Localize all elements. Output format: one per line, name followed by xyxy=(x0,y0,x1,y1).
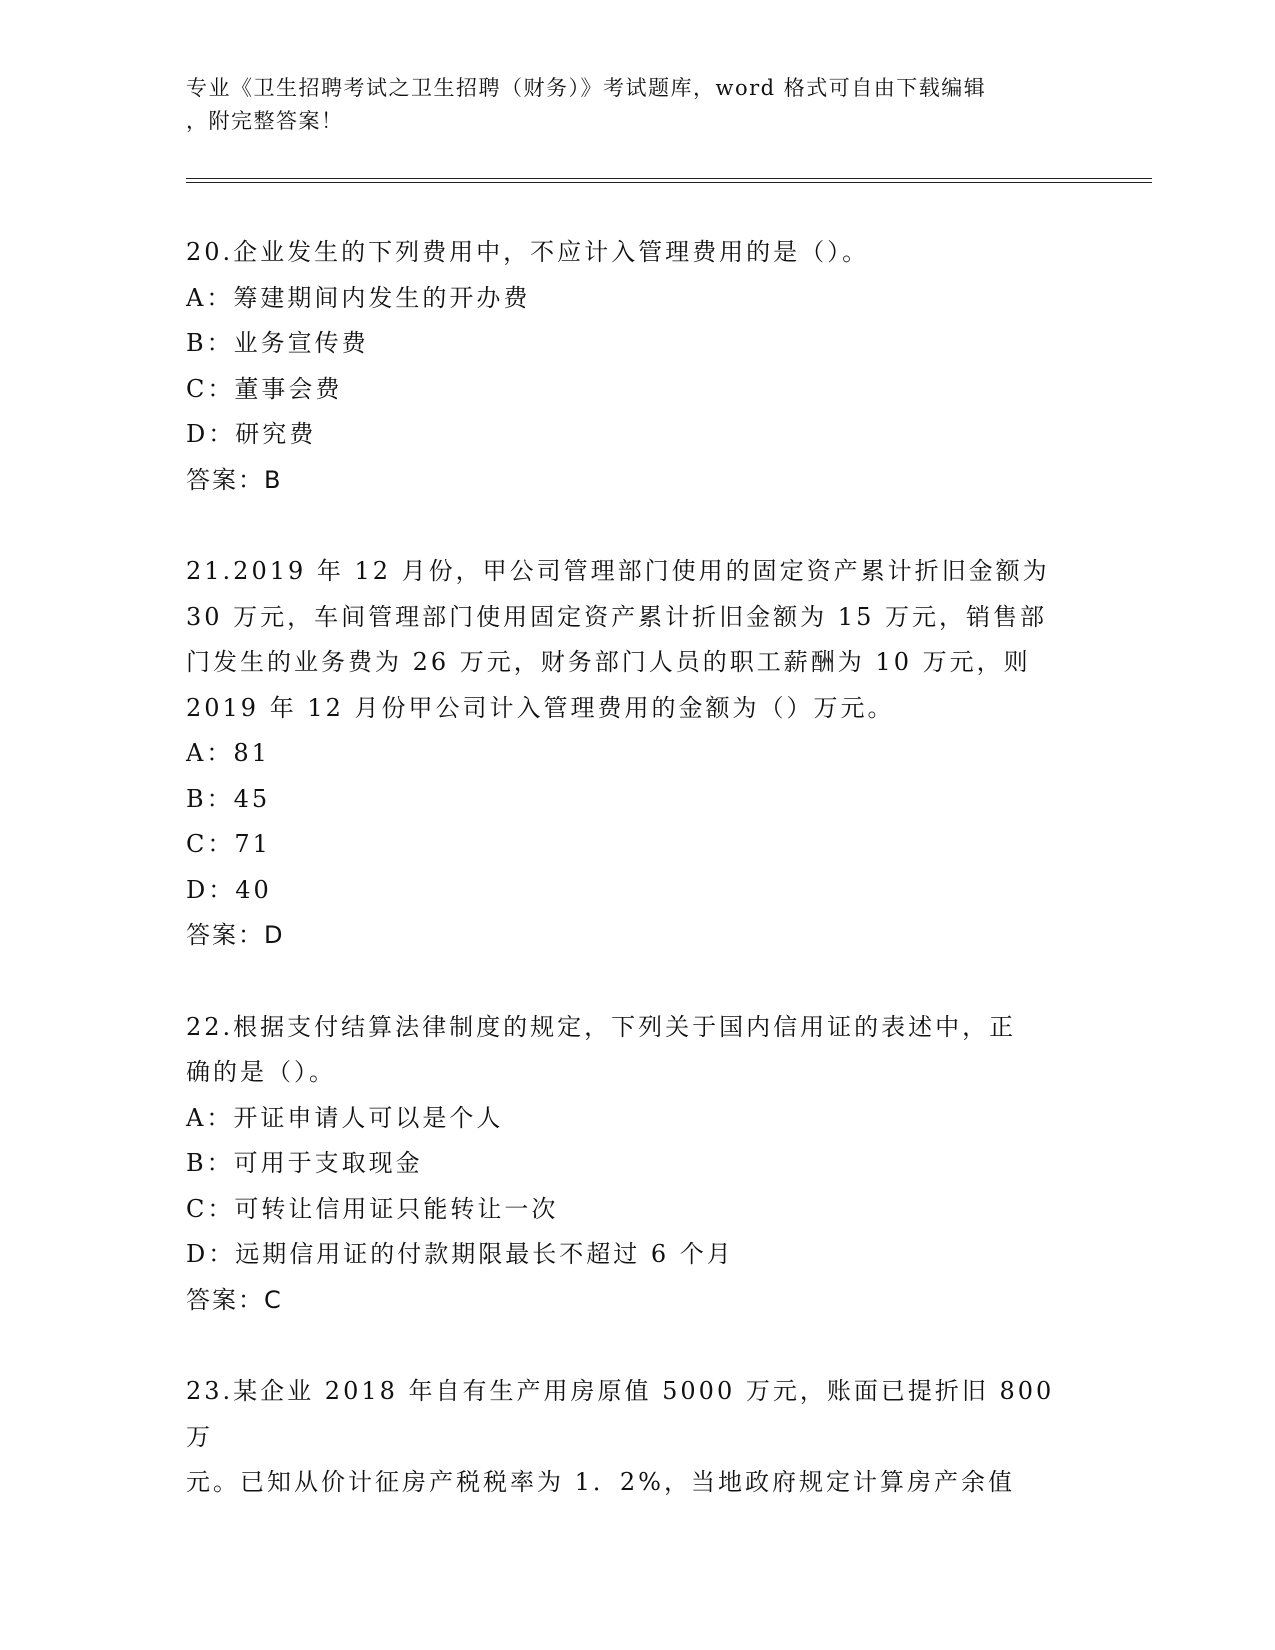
question-stem-line: 23.某企业 2018 年自有生产用房原值 5000 万元，账面已提折旧 800 万 xyxy=(186,1377,1055,1451)
answer: 答案：B xyxy=(186,465,283,494)
option-a: A：81 xyxy=(186,739,270,767)
question-stem-line: 22.根据支付结算法律制度的规定，下列关于国内信用证的表述中，正 xyxy=(186,1012,1017,1041)
answer: 答案：C xyxy=(186,1285,283,1314)
question-21 xyxy=(186,549,1086,959)
option-a: A：开证申请人可以是个人 xyxy=(186,1103,504,1132)
question-23 xyxy=(186,1369,1086,1506)
option-d: D：研究费 xyxy=(186,420,317,448)
document-header xyxy=(186,72,1066,138)
question-stem-line: 30 万元，车间管理部门使用固定资产累计折旧金额为 15 万元，销售部 xyxy=(186,602,1047,631)
header-line-2: ，附完整答案！ xyxy=(186,109,344,133)
question-list xyxy=(186,230,1086,1506)
question-stem-line: 2019 年 12 月份甲公司计入管理费用的金额为（）万元。 xyxy=(186,693,895,722)
option-b: B：业务宣传费 xyxy=(186,329,369,357)
option-c: C：71 xyxy=(186,830,271,858)
option-c: C：董事会费 xyxy=(186,374,343,403)
option-b: B：45 xyxy=(186,784,271,813)
question-22 xyxy=(186,1005,1086,1324)
answer: 答案：D xyxy=(186,921,285,949)
option-c: C：可转让信用证只能转让一次 xyxy=(186,1194,559,1223)
question-stem-line: 门发生的业务费为 26 万元，财务部门人员的职工薪酬为 10 万元，则 xyxy=(186,648,1031,676)
question-stem-line: 21.2019 年 12 月份，甲公司管理部门使用的固定资产累计折旧金额为 xyxy=(186,557,1050,585)
question-20 xyxy=(186,230,1086,503)
option-b: B：可用于支取现金 xyxy=(186,1149,423,1177)
option-a: A：筹建期间内发生的开办费 xyxy=(186,283,531,312)
header-divider xyxy=(186,178,1152,183)
question-stem: 20.企业发生的下列费用中，不应计入管理费用的是（）。 xyxy=(186,238,870,266)
option-d: D：40 xyxy=(186,875,272,904)
question-stem-line: 确的是（）。 xyxy=(186,1058,336,1086)
header-line-1: 专业《卫生招聘考试之卫生招聘（财务）》考试题库，word 格式可自由下载编辑 xyxy=(186,76,987,100)
question-stem-line: 元。已知从价计征房产税税率为 1．2%，当地政府规定计算房产余值 xyxy=(186,1468,1015,1496)
option-d: D：远期信用证的付款期限最长不超过 6 个月 xyxy=(186,1240,734,1268)
